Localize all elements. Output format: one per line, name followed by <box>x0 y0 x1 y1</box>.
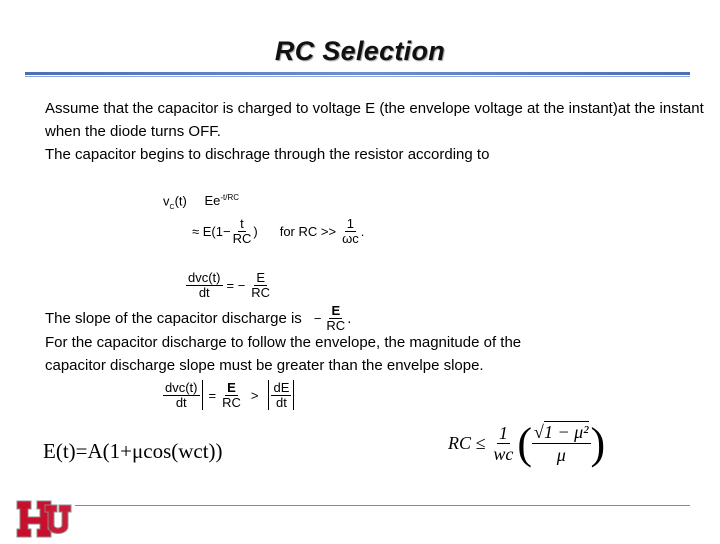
slide-title: RC Selection <box>274 36 446 66</box>
left-paren: ( <box>517 419 533 468</box>
footer-rule <box>75 505 690 506</box>
university-logo <box>15 499 73 544</box>
equation-derivative: $\frac{\text{dvc(t)}}{dt}$ = − $\frac{E}{RC}$ <box>188 270 271 300</box>
right-paren: ) <box>590 419 606 468</box>
title-underline <box>25 72 690 75</box>
title-underline-thin <box>25 76 690 77</box>
envelope-equation: E(t)=A(1+μcos(wct)) <box>43 439 223 463</box>
abs-bar <box>202 380 203 410</box>
text-line-follow-1: For the capacitor discharge to follow the envelope, the magnitude of the <box>45 334 522 351</box>
rc-formula: RC ≤ $\frac{1}{wc}$ ( $\frac{\text{√1 − μ²}}{\mu}$ ) <box>448 419 606 468</box>
slope-inequality: $\frac{\text{dvc(t)}}{dt}$ = $\frac{E}{RC}$ > $\frac{dE}{dt}$ <box>163 380 296 410</box>
text-line-follow-2: capacitor discharge slope must be greater than the envelpe slope. <box>45 357 484 374</box>
abs-bar <box>293 380 294 410</box>
text-line-2: when the diode turns OFF. <box>45 123 221 140</box>
text-line-1: Assume that the capacitor is charged to voltage E (the envelope voltage at the instant)at the instant <box>45 100 704 117</box>
equation-approximation: ≈ E(1− $\frac{t}{RC}$ ) for RC >> $\frac{1}{\omega c}$ . <box>192 216 365 246</box>
equation-discharge: $v_C(t)$ $Ee^{-t/RC}$ <box>163 193 240 211</box>
text-line-3: The capacitor begins to dischrage through the resistor according to <box>45 146 490 163</box>
slope-statement: The slope of the capacitor discharge is − $\frac{E}{RC}$ . <box>45 303 352 333</box>
abs-bar <box>268 380 269 410</box>
